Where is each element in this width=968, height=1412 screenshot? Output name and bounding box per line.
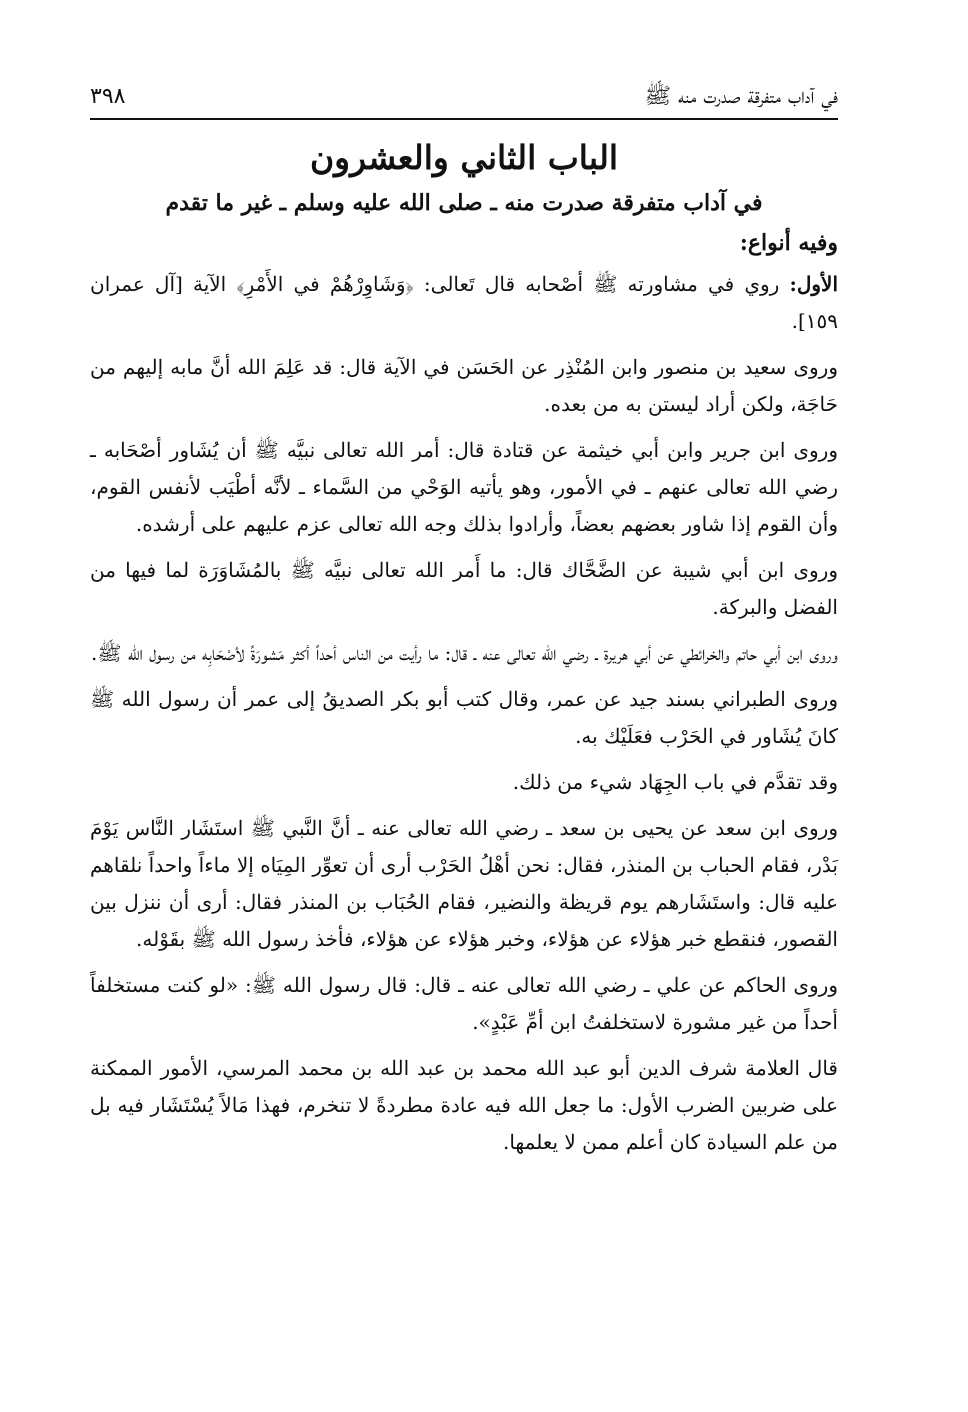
paragraph <box>90 432 838 543</box>
paragraph-text: وروى الطبراني بسند جيد عن عمر، وقال كتب أبو بكر الصديقُ إلى عمر أن رسول الله ﷺ كانَ يُشَاور في الحَرْب فعَلَيْك به. <box>90 687 838 748</box>
paragraph-text: وروى سعيد بن منصور وابن المُنْذِر عن الحَسَن في الآية قال: قد عَلِمَ الله أنَّ مابه إليهم من حَاجَة، ولكن أراد ليستن به من بعده. <box>90 355 838 416</box>
page-number: ٣٩٨ <box>90 84 126 109</box>
book-page <box>90 82 838 1170</box>
paragraph-text: وروى ابن سعد عن يحيى بن سعد ـ رضي الله تعالى عنه ـ أنَّ النَّبي ﷺ استَشَار النَّاس يَوْمَ بَدْر، فقام الحباب بن المنذر، فقال: نحن أهْلُ الحَرْب أرى أن تعوِّر المِيَاه إلا ماءاً واحداً نلقاهم عليه قال: واستَشَارهم يوم قريظة والنضير، فقام الحُبَاب بن المنذر فقال: أرى أن ننزل بين القصور، فنقطع خبر هؤلاء عن هؤلاء، وخبر هؤلاء عن هؤلاء، فأخذ رسول الله ﷺ بقَوْله. <box>90 816 838 951</box>
paragraph <box>90 266 838 340</box>
paragraph <box>90 349 838 423</box>
paragraph-text: قال العلامة شرف الدين أبو عبد الله محمد بن عبد الله بن محمد المرسي، الأمور الممكنة على ضربين الضرب الأول: ما جعل الله فيه عادة مطردةً لا تنخرم، فهذا مَالاً يُسْتَشَار فيه بل من علم السيادة كان أعلم ممن لا يعلمها. <box>90 1056 838 1154</box>
running-title: في آداب متفرقة صدرت منه ﷺ <box>644 84 838 109</box>
paragraph <box>90 967 838 1041</box>
paragraph-text: وروى ابن جرير وابن أبي خيثمة عن قتادة قال: أمر الله تعالى نبيَّه ﷺ أن يُشَاور أصْحَابه ـ رضي الله تعالى عنهم ـ في الأمور، وهو يأتيه الوَحْي من السَّماء ـ لأنَّه أطْيَب لأنفس القوم، وأن القوم إذا شاور بعضهم بعضاً، وأرادوا بذلك وجه الله تعالى عزم عليهم على أرشده. <box>90 438 838 536</box>
chapter-intro: وفيه أنواع: <box>739 230 838 256</box>
body-text <box>90 266 838 1161</box>
running-header <box>90 82 838 120</box>
paragraph-text: وقد تقدَّم في باب الجِهَاد شيء من ذلك. <box>512 770 838 794</box>
paragraph <box>90 552 838 626</box>
paragraph <box>90 810 838 958</box>
paragraph <box>90 635 838 672</box>
chapter-title: الباب الثاني والعشرون <box>309 138 619 177</box>
paragraph <box>90 1050 838 1161</box>
paragraph <box>90 681 838 755</box>
paragraph <box>90 764 838 801</box>
paragraph-text: وروى ابن أبي حاتم والخرائطي عن أبي هريرة ـ رضي الله تعالى عنه ـ قال: ما رأيت من الناس أحداً أكثر مَشورَةً لأصْحَابِه من رسول الله ﷺ. <box>91 641 838 665</box>
chapter-subtitle: في آداب متفرقة صدرت منه ـ صلى الله عليه وسلم ـ غير ما تقدم <box>165 190 763 216</box>
paragraph-text: وروى الحاكم عن علي ـ رضي الله تعالى عنه ـ قال: قال رسول الله ﷺ: «لو كنت مستخلفاً أحداً من غير مشورة لاستخلفتُ ابن أمِّ عَبْدٍ». <box>90 973 838 1034</box>
paragraph-text: وروى ابن أبي شيبة عن الضَّحَّاك قال: ما أَمر الله تعالى نبيَّه ﷺ بالمُشَاوَرَة لما فيها من الفضل والبركة. <box>90 558 838 619</box>
paragraph-text: روي في مشاورته ﷺ أصْحابه قال تَعالى: ﴿وَشَاوِرْهُمْ في الأَمْرِ﴾ الآية [آل عمران ١٥٩]. <box>90 272 838 333</box>
paragraph-lead: الأول: <box>789 272 839 296</box>
